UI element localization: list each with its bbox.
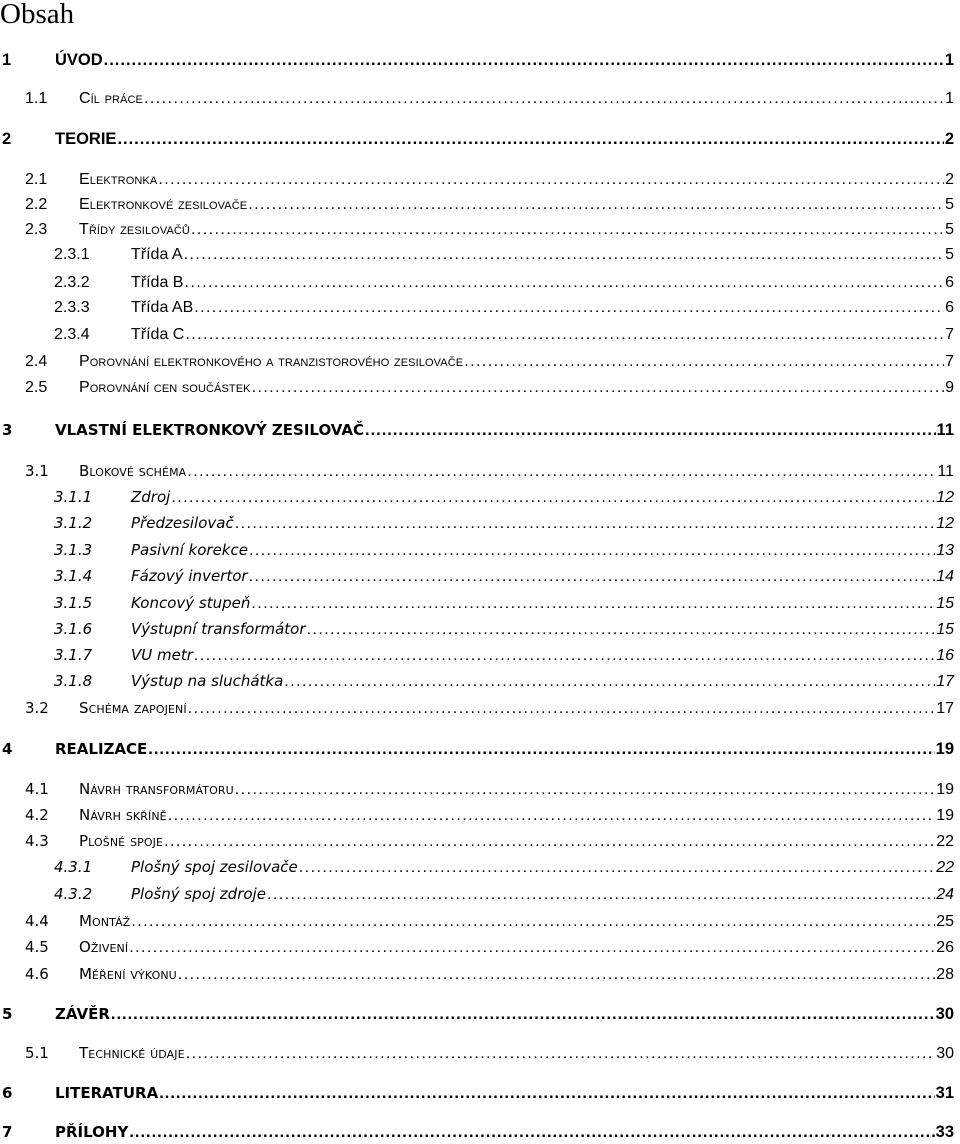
toc-entry[interactable] <box>0 272 954 294</box>
toc-entry-title: Technické údaje <box>79 1044 185 1062</box>
toc-entry[interactable] <box>0 592 954 614</box>
toc-dot-leader <box>184 272 944 294</box>
toc-entry-title: Elektronkové zesilovače <box>79 196 248 213</box>
toc-entry-number: 3.1.7 <box>54 646 93 664</box>
toc-entry-number: 2.5 <box>25 379 48 396</box>
toc-entry-title: ZÁVĚR <box>55 1005 110 1023</box>
toc-entry-title: REALIZACE <box>55 740 148 758</box>
toc-entry-number: 4.1 <box>25 780 49 798</box>
toc-entry-number: 5 <box>2 1005 13 1023</box>
toc-entry[interactable] <box>0 830 954 852</box>
toc-entry-page: 9 <box>945 379 954 396</box>
toc-entry-page: 19 <box>936 781 954 798</box>
toc-entry-number: 3.1.6 <box>54 620 93 638</box>
toc-entry[interactable] <box>0 419 954 441</box>
toc-entry-page: 28 <box>936 966 954 983</box>
page-title: Obsah <box>0 0 75 30</box>
toc-entry[interactable] <box>0 297 954 319</box>
toc-dot-leader <box>194 297 944 319</box>
toc-entry-title: Předzesilovač <box>131 514 234 532</box>
toc-entry-page: 14 <box>936 568 954 585</box>
toc-entry-page: 30 <box>936 1045 954 1062</box>
toc-entry-page: 11 <box>936 421 954 439</box>
toc-dot-leader <box>251 593 935 615</box>
toc-entry[interactable] <box>0 936 954 958</box>
toc-entry-page: 7 <box>945 326 954 343</box>
toc-entry-page: 1 <box>945 90 954 107</box>
toc-entry-title: Třídy zesilovačů <box>79 221 190 238</box>
toc-entry-number: 2 <box>2 130 12 148</box>
toc-entry-page: 17 <box>936 700 954 717</box>
toc-dot-leader <box>159 1082 934 1104</box>
toc-entry-title: Třída C <box>131 326 185 343</box>
toc-entry-number: 2.2 <box>25 196 48 213</box>
toc-dot-leader <box>464 351 944 373</box>
toc-dot-leader <box>194 645 935 667</box>
toc-entry-title: Návrh transformátoru <box>79 780 234 798</box>
toc-entry-page: 33 <box>935 1123 954 1141</box>
toc-entry-title: Schéma zapojení <box>79 699 187 717</box>
toc-entry[interactable] <box>0 49 954 71</box>
toc-entry-number: 4.3.1 <box>54 858 93 876</box>
toc-dot-leader <box>284 671 935 693</box>
toc-entry-title: Cíl práce <box>79 90 143 107</box>
toc-entry-page: 30 <box>935 1005 954 1023</box>
toc-entry-page: 31 <box>935 1084 954 1102</box>
toc-entry-title: Měření výkonu <box>79 965 177 983</box>
toc-dot-leader <box>235 513 935 535</box>
toc-dot-leader <box>249 566 936 588</box>
toc-entry-page: 24 <box>936 886 954 903</box>
toc-entry-title: ÚVOD <box>55 51 103 69</box>
toc-entry-title: Porovnání cen součástek <box>79 379 251 396</box>
toc-entry-page: 5 <box>945 196 954 213</box>
toc-entry[interactable] <box>0 1003 954 1025</box>
toc-entry-title: PŘÍLOHY <box>55 1123 129 1141</box>
toc-entry-title: Výstupní transformátor <box>131 620 306 638</box>
toc-entry-page: 11 <box>937 463 954 480</box>
toc-dot-leader <box>191 219 944 241</box>
toc-dot-leader <box>185 324 944 346</box>
toc-entry-page: 12 <box>936 489 954 506</box>
toc-entry[interactable] <box>0 128 954 150</box>
toc-entry[interactable] <box>0 856 954 878</box>
toc-entry-title: Pasivní korekce <box>131 541 248 559</box>
toc-entry-title: Plošné spoje <box>79 832 164 850</box>
toc-entry[interactable] <box>0 963 954 985</box>
toc-entry[interactable] <box>0 778 954 800</box>
toc-entry-title: LITERATURA <box>55 1084 159 1102</box>
toc-entry-page: 15 <box>936 595 954 612</box>
toc-entry-title: Zdroj <box>131 488 171 506</box>
toc-entry-number: 3.1.2 <box>54 514 93 532</box>
toc-entry-page: 5 <box>945 246 954 263</box>
toc-entry-number: 1 <box>2 51 12 69</box>
toc-entry-page: 17 <box>936 673 954 690</box>
toc-entry-page: 22 <box>936 859 954 876</box>
toc-dot-leader <box>299 857 935 879</box>
toc-entry-title: Elektronka <box>79 171 158 188</box>
toc-entry-number: 2.3.3 <box>54 299 90 316</box>
toc-entry-number: 7 <box>2 1123 13 1141</box>
toc-entry-number: 4.2 <box>25 806 49 824</box>
toc-entry[interactable] <box>0 512 954 534</box>
toc-dot-leader <box>188 698 935 720</box>
toc-entry[interactable] <box>0 219 954 241</box>
toc-entry[interactable] <box>0 1082 954 1104</box>
toc-dot-leader <box>111 1003 935 1025</box>
toc-entry-title: TEORIE <box>55 130 117 148</box>
toc-dot-leader <box>307 619 936 641</box>
toc-entry[interactable] <box>0 910 954 932</box>
toc-dot-leader <box>168 805 935 827</box>
toc-entry[interactable] <box>0 565 954 587</box>
toc-entry-title: Montáž <box>79 912 131 930</box>
toc-entry-title: Třída B <box>131 274 184 291</box>
toc-dot-leader <box>171 487 935 509</box>
toc-entry[interactable] <box>0 194 954 216</box>
toc-entry[interactable] <box>0 644 954 666</box>
toc-entry-number: 5.1 <box>25 1044 49 1062</box>
toc-dot-leader <box>178 964 935 986</box>
toc-entry-number: 2.3.2 <box>54 274 90 291</box>
toc-dot-leader <box>249 540 935 562</box>
toc-dot-leader <box>104 49 944 71</box>
toc-entry-number: 4.5 <box>25 938 49 956</box>
toc-entry[interactable] <box>0 486 954 508</box>
toc-entry-number: 3.1.4 <box>54 567 93 585</box>
toc-entry[interactable] <box>0 670 954 692</box>
toc-dot-leader <box>252 377 944 399</box>
toc-entry-number: 4.6 <box>25 965 49 983</box>
toc-entry-title: Třída AB <box>131 299 194 316</box>
toc-dot-leader <box>158 169 944 191</box>
toc-entry-title: Porovnání elektronkového a tranzistorového zesilovače <box>79 353 464 370</box>
toc-entry-title: Blokové schéma <box>79 462 187 480</box>
toc-entry-number: 3 <box>2 421 13 439</box>
toc-entry-number: 6 <box>2 1084 13 1102</box>
toc-entry-title: Fázový invertor <box>131 567 248 585</box>
toc-dot-leader <box>365 419 936 441</box>
toc-entry[interactable] <box>0 169 954 191</box>
toc-entry-number: 3.1.3 <box>54 541 93 559</box>
toc-dot-leader <box>267 884 935 906</box>
toc-dot-leader <box>144 88 944 110</box>
toc-entry[interactable] <box>0 324 954 346</box>
toc-dot-leader <box>187 461 936 483</box>
toc-entry-page: 12 <box>936 515 954 532</box>
toc-entry[interactable] <box>0 618 954 640</box>
toc-entry-number: 3.1 <box>25 462 49 480</box>
toc-entry[interactable] <box>0 88 954 110</box>
toc-entry[interactable] <box>0 244 954 266</box>
toc-dot-leader <box>248 194 944 216</box>
toc-entry[interactable] <box>0 351 954 373</box>
toc-entry-number: 2.3.4 <box>54 326 90 343</box>
toc-entry-page: 2 <box>945 171 954 188</box>
toc-entry-number: 3.1.5 <box>54 594 93 612</box>
toc-entry-number: 1.1 <box>25 90 48 107</box>
toc-dot-leader <box>117 128 943 150</box>
toc-dot-leader <box>129 1121 934 1143</box>
toc-entry[interactable] <box>0 460 954 482</box>
toc-entry-title: Třída A <box>131 246 183 263</box>
toc-entry[interactable] <box>0 1121 954 1143</box>
toc-entry-page: 2 <box>944 130 954 148</box>
toc-entry-number: 4.4 <box>25 912 49 930</box>
toc-entry-page: 26 <box>936 939 954 956</box>
toc-entry-number: 3.2 <box>25 699 49 717</box>
toc-dot-leader <box>129 937 935 959</box>
toc-dot-leader <box>186 1043 936 1065</box>
toc-entry-page: 25 <box>936 913 954 930</box>
toc-entry[interactable] <box>0 697 954 719</box>
toc-entry-page: 13 <box>936 542 954 559</box>
toc-entry[interactable] <box>0 539 954 561</box>
toc-dot-leader <box>184 244 945 266</box>
toc-dot-leader <box>164 831 935 853</box>
toc-entry[interactable] <box>0 804 954 826</box>
toc-entry-title: VLASTNÍ ELEKTRONKOVÝ ZESILOVAČ <box>55 421 365 439</box>
toc-dot-leader <box>131 911 935 933</box>
toc-entry-number: 3.1.1 <box>54 488 93 506</box>
toc-entry-page: 5 <box>945 221 954 238</box>
toc-entry-number: 2.3.1 <box>54 246 90 263</box>
toc-entry-page: 16 <box>936 647 954 664</box>
toc-entry[interactable] <box>0 1042 954 1064</box>
toc-entry-page: 6 <box>945 274 954 291</box>
toc-entry-title: Plošný spoj zdroje <box>131 885 266 903</box>
toc-entry-number: 4.3 <box>25 832 49 850</box>
toc-entry-page: 1 <box>944 51 954 69</box>
toc-dot-leader <box>148 738 934 760</box>
toc-entry[interactable] <box>0 883 954 905</box>
toc-entry-page: 15 <box>936 621 954 638</box>
toc-entry-title: Oživení <box>79 938 129 956</box>
toc-entry-page: 22 <box>936 833 954 850</box>
toc-entry-title: Návrh skříně <box>79 806 167 824</box>
toc-entry-title: Výstup na sluchátka <box>131 672 284 690</box>
toc-entry-page: 19 <box>936 807 954 824</box>
toc-entry-number: 2.1 <box>25 171 48 188</box>
toc-entry-title: Koncový stupeň <box>131 594 251 612</box>
toc-entry-title: VU metr <box>131 646 193 664</box>
toc-entry[interactable] <box>0 377 954 399</box>
toc-entry-page: 19 <box>935 740 954 758</box>
toc-entry-number: 4 <box>2 740 13 758</box>
toc-entry[interactable] <box>0 738 954 760</box>
toc-entry-number: 2.4 <box>25 353 48 370</box>
toc-entry-number: 3.1.8 <box>54 672 93 690</box>
toc-entry-page: 7 <box>945 353 954 370</box>
toc-entry-page: 6 <box>945 299 954 316</box>
toc-entry-title: Plošný spoj zesilovače <box>131 858 298 876</box>
toc-entry-number: 4.3.2 <box>54 885 93 903</box>
toc-entry-number: 2.3 <box>25 221 48 238</box>
toc-dot-leader <box>235 779 935 801</box>
